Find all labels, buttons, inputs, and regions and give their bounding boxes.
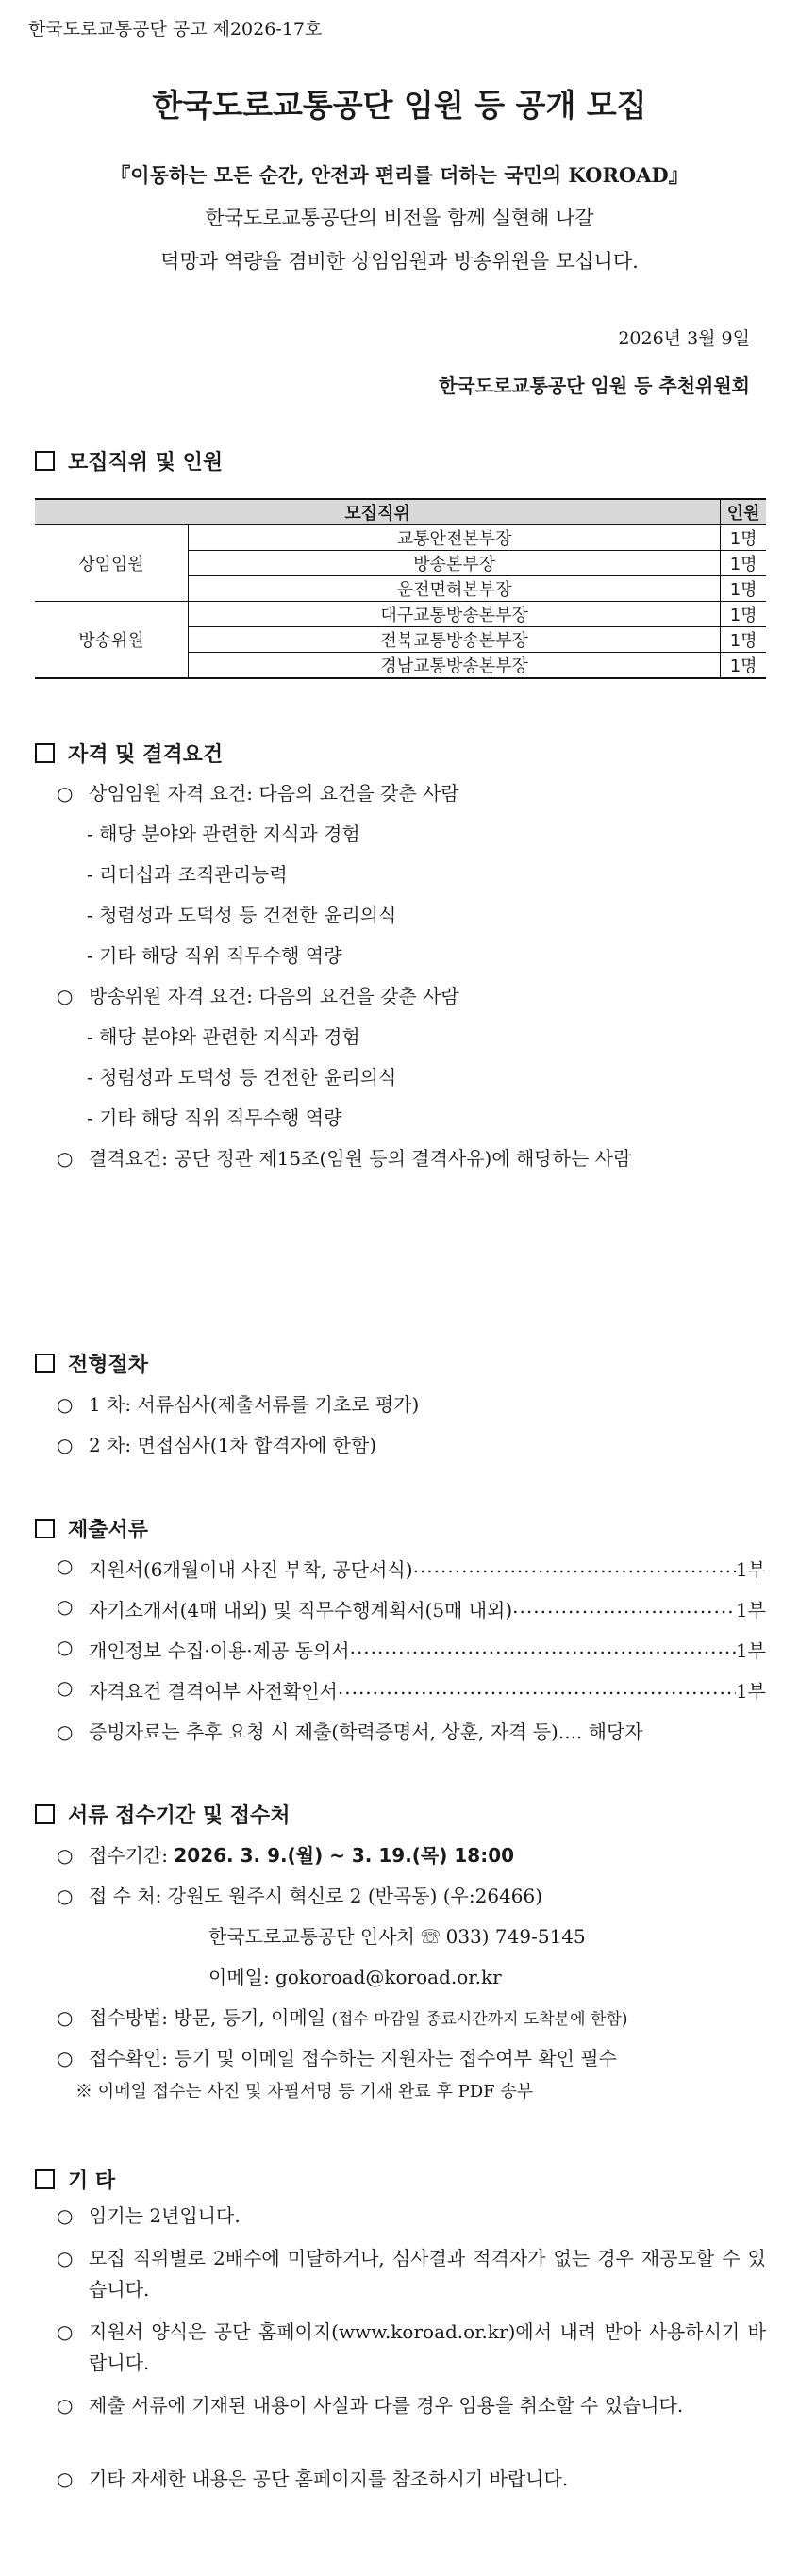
submission-department: 한국도로교통공단 인사처 ☏ 033) 749-5145 [208,1925,586,1948]
circle-bullet-icon: ○ [57,2204,74,2227]
checkbox-square-icon [35,743,55,763]
position-cell: 운전면허본부장 [189,576,721,602]
position-cell: 교통안전본부장 [189,525,721,551]
checkbox-square-icon [35,451,55,471]
count-cell: 1명 [721,551,766,576]
submission-method: ○ 접수방법: 방문, 등기, 이메일 (접수 마감일 종료시간까지 도착분에 한함) [57,2006,628,2029]
circle-bullet-icon: ○ [57,2047,74,2069]
slogan: 『이동하는 모든 순간, 안전과 편리를 더하는 국민의 KOROAD』 [110,163,689,187]
count-cell: 1명 [721,653,766,679]
circle-bullet-icon: ○ [57,1720,74,1743]
count-cell: 1명 [721,627,766,653]
list-item: ○ 모집 직위별로 2배수에 미달하거나, 심사결과 적격자가 없는 경우 재공모할 수 있습니다. [57,2243,766,2305]
table-header-row [35,499,766,525]
table-row [35,525,766,551]
submission-period: ○ 접수기간: 2026. 3. 9.(월) ~ 3. 19.(목) 18:00 [57,1844,515,1867]
circle-bullet-icon: ○ [57,1595,74,1618]
count-cell: 1명 [721,525,766,551]
circle-bullet-icon: ○ [57,1636,74,1658]
position-cell: 전북교통방송본부장 [189,627,721,653]
section-qualifications-title: 자격 및 결격요건 [35,739,223,768]
document-item: ○ 증빙자료는 추후 요청 시 제출(학력증명서, 상훈, 자격 등).... 해당자 [57,1720,643,1743]
category-cell: 상임임원 [35,525,189,602]
position-cell: 경남교통방송본부장 [189,653,721,679]
circle-bullet-icon: ○ [57,1393,74,1416]
circle-bullet-icon: ○ [57,1885,74,1907]
table-row [35,602,766,627]
section-submission-title: 서류 접수기간 및 접수처 [35,1800,291,1829]
notice-number: 한국도로교통공단 공고 제2026-17호 [28,19,323,40]
intro-line-2: 덕망과 역량을 겸비한 상임임원과 방송위원을 모십니다. [160,250,639,273]
positions-table [35,498,766,679]
list-item: ○ 임기는 2년입니다. [57,2201,766,2232]
list-item: ○ 지원서 양식은 공단 홈페이지(www.koroad.or.kr)에서 내려 받아 사용하시기 바랍니다. [57,2317,766,2379]
count-cell: 1명 [721,602,766,627]
email-note: ※ 이메일 접수는 사진 및 자필서명 등 기재 완료 후 PDF 송부 [75,2082,534,2102]
col-count-header: 인원 [721,499,766,525]
submission-email: 이메일: gokoroad@koroad.or.kr [208,1966,502,1988]
document-item: ○ 지원서(6개월이내 사진 부착, 공단서식) ..... 1부 [57,1554,766,1582]
circle-bullet-icon: ○ [57,985,74,1007]
submission-confirm: ○ 접수확인: 등기 및 이메일 접수하는 지원자는 접수여부 확인 필수 [57,2047,617,2069]
checkbox-square-icon [35,1804,55,1824]
position-cell: 방송본부장 [189,551,721,576]
intro-line-1: 한국도로교통공단의 비전을 함께 실현해 나갈 [205,207,594,229]
disqualification-item: ○ 결격요건: 공단 정관 제15조(임원 등의 결격사유)에 해당하는 사람 [57,1147,632,1170]
circle-bullet-icon: ○ [57,782,74,805]
section-process-title: 전형절차 [35,1349,148,1378]
circle-bullet-icon: ○ [57,2247,74,2269]
section-documents-title: 제출서류 [35,1514,148,1543]
position-cell: 대구교통방송본부장 [189,602,721,627]
list-item: - 청렴성과 도덕성 등 건전한 윤리의식 [87,904,397,926]
circle-bullet-icon: ○ [57,2320,74,2343]
checkbox-square-icon [35,1354,55,1373]
process-step-2: ○ 2 차: 면접심사(1차 합격자에 한함) [57,1434,377,1456]
issuer-committee: 한국도로교통공단 임원 등 추천위원회 [438,374,750,397]
list-item: - 기타 해당 직위 직무수행 역량 [87,1106,342,1129]
circle-bullet-icon: ○ [57,2468,74,2490]
circle-bullet-icon: ○ [57,1844,74,1867]
col-position-header: 모집직위 [35,499,721,525]
count-cell: 1명 [721,576,766,602]
checkbox-square-icon [35,2169,55,2189]
circle-bullet-icon: ○ [57,2006,74,2029]
circle-bullet-icon: ○ [57,1676,74,1699]
process-step-1: ○ 1 차: 서류심사(제출서류를 기초로 평가) [57,1393,420,1416]
submission-place: ○ 접 수 처: 강원도 원주시 혁신로 2 (반곡동) (우:26466) [57,1885,543,1907]
list-item: - 해당 분야와 관련한 지식과 경험 [87,1025,360,1048]
list-item: ○ 제출 서류에 기재된 내용이 사실과 다를 경우 임용을 취소할 수 있습니다. [57,2390,766,2421]
list-item: ○ 기타 자세한 내용은 공단 홈페이지를 참조하시기 바랍니다. [57,2464,766,2495]
list-item: - 리더십과 조직관리능력 [87,863,288,886]
checkbox-square-icon [35,1519,55,1538]
list-item: - 기타 해당 직위 직무수행 역량 [87,944,342,967]
circle-bullet-icon: ○ [57,1554,74,1577]
exec-requirements-heading: ○ 상임임원 자격 요건: 다음의 요건을 갖춘 사람 [57,782,459,805]
category-cell: 방송위원 [35,602,189,679]
page-title: 한국도로교통공단 임원 등 공개 모집 [152,87,647,124]
section-etc-title: 기 타 [35,2165,115,2194]
list-item: - 청렴성과 도덕성 등 건전한 윤리의식 [87,1066,397,1089]
document-item: ○ 자격요건 결격여부 사전확인서 ..... 1부 [57,1676,766,1703]
document-item: ○ 개인정보 수집·이용·제공 동의서 ..... 1부 [57,1636,766,1663]
document-item: ○ 자기소개서(4매 내외) 및 직무수행계획서(5매 내외) ..... 1부 [57,1595,766,1622]
broadcast-requirements-heading: ○ 방송위원 자격 요건: 다음의 요건을 갖춘 사람 [57,985,459,1007]
notice-date: 2026년 3월 9일 [618,328,750,349]
circle-bullet-icon: ○ [57,1434,74,1456]
section-positions-title: 모집직위 및 인원 [35,446,223,475]
circle-bullet-icon: ○ [57,2394,74,2417]
list-item: - 해당 분야와 관련한 지식과 경험 [87,823,360,845]
circle-bullet-icon: ○ [57,1147,74,1170]
